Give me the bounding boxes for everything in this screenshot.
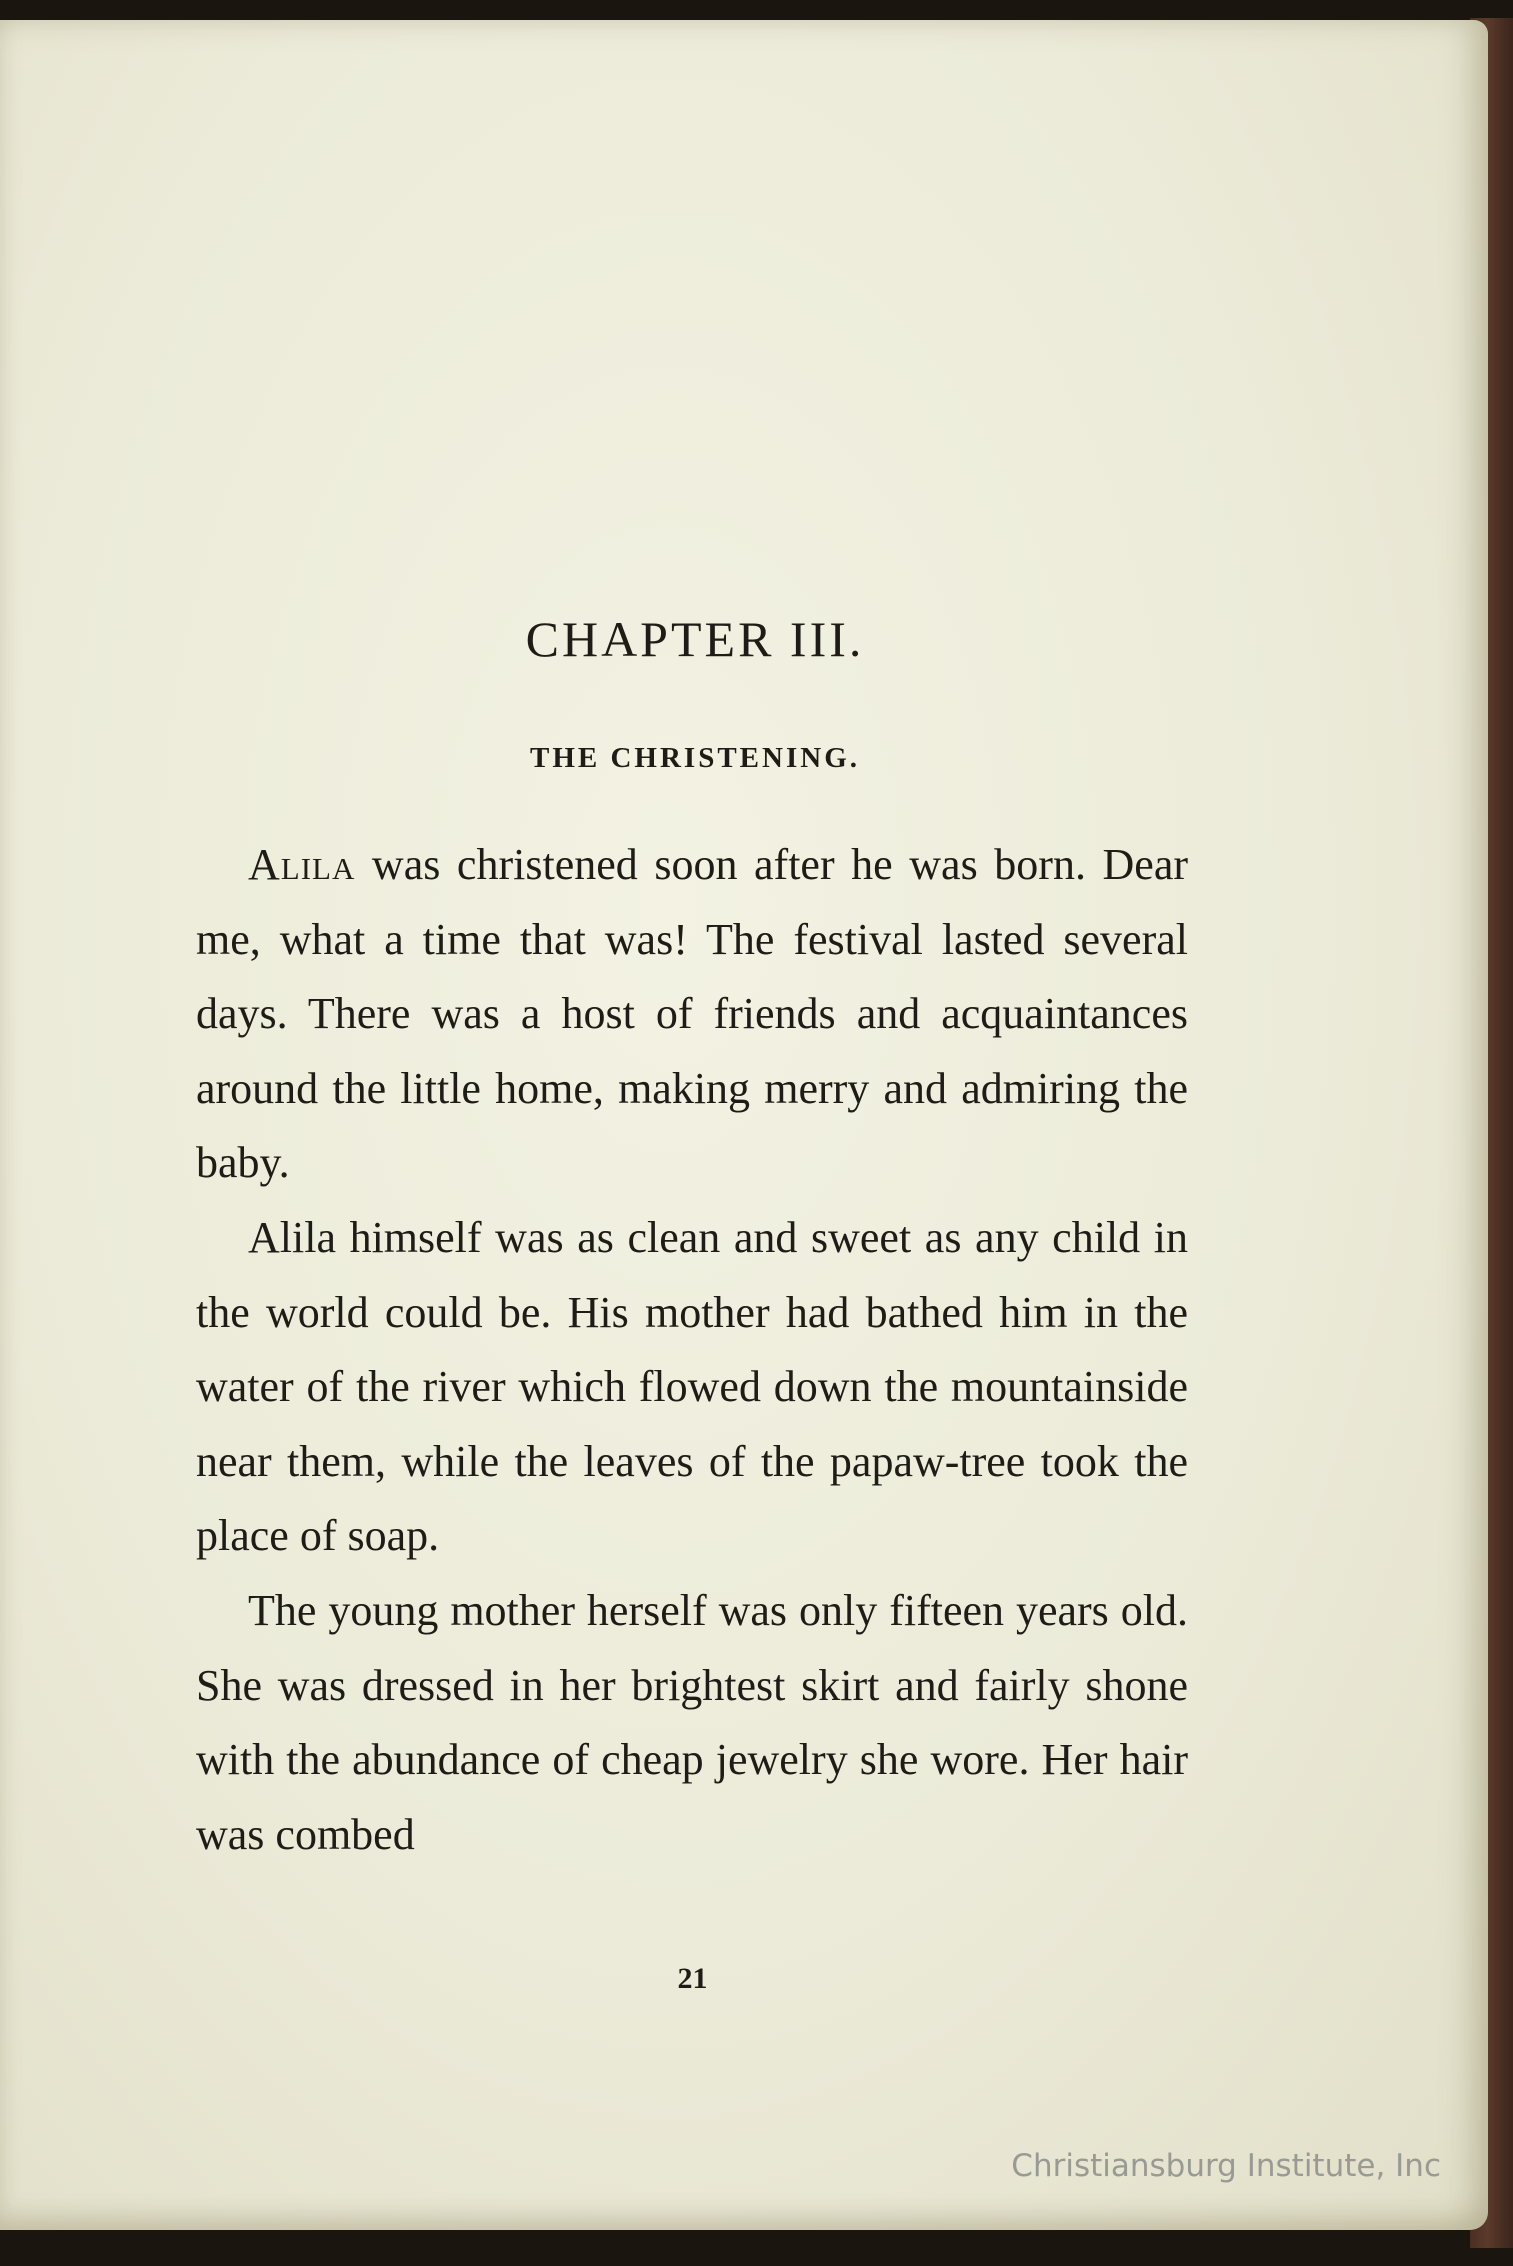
page-number: 21 (677, 1962, 708, 1995)
paragraph-3 (196, 1574, 1188, 1872)
paragraph-text: Alila himself was as clean and sweet as any child in the world could be. His mother had bathed him in the water of the river which flowed down the mountainside near them, while the leaves of the papaw-tree took the place of soap. (196, 1212, 1188, 1561)
book-page (0, 20, 1488, 2230)
chapter-subtitle: THE CHRISTENING. (529, 742, 860, 774)
paragraph-lead-word: Alila (248, 840, 356, 889)
paragraph-text: The young mother herself was only fifteen years old. She was dressed in her brightest skirt and fairly shone with the abundance of cheap jewelry she wore. Her hair was combed (196, 1585, 1188, 1859)
chapter-title: CHAPTER III. (525, 611, 865, 667)
watermark-text: Christiansburg Institute, Inc (1011, 2148, 1441, 2184)
paragraph-2 (196, 1201, 1188, 1574)
paragraph-text: was christened soon after he was born. Dear me, what a time that was! The festival lasted several days. There was a host of friends and acquaintances around the little home, making merry and admiring the baby. (196, 840, 1188, 1188)
chapter-body (196, 828, 1188, 1872)
paragraph-1 (196, 828, 1188, 1201)
